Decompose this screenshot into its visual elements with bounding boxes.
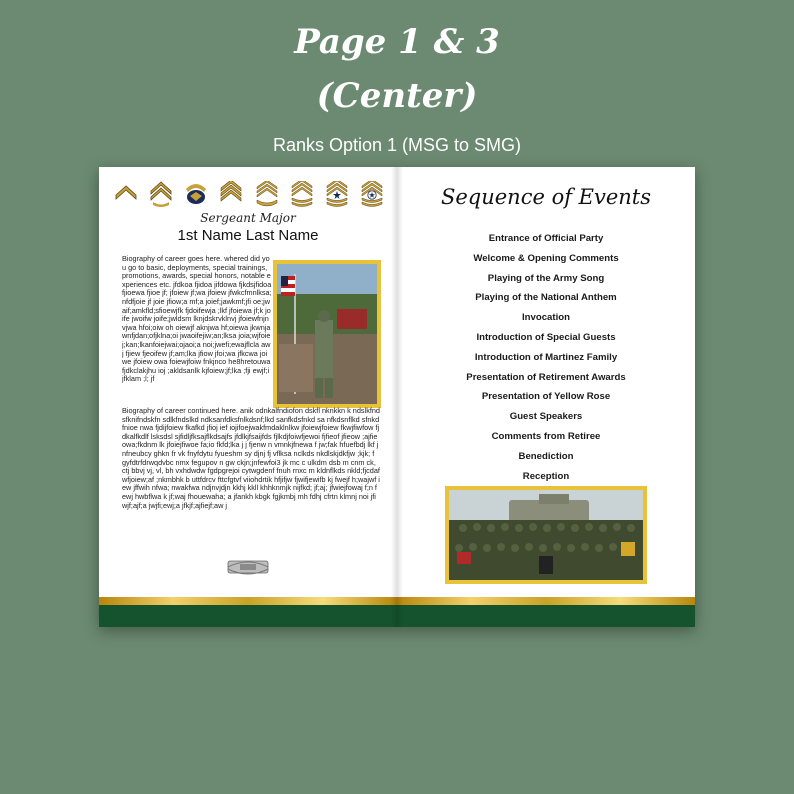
header-title-line-1: Page 1 & 3 xyxy=(294,22,500,62)
event-item: Playing of the National Anthem xyxy=(475,292,617,304)
event-item: Entrance of Official Party xyxy=(488,233,604,244)
left-page xyxy=(99,167,397,627)
event-item: Welcome & Opening Comments xyxy=(473,252,619,264)
events-list xyxy=(397,229,695,486)
rank-insignia-row xyxy=(113,181,385,209)
sequence-title: Sequence of Events xyxy=(440,185,652,209)
gold-band xyxy=(397,597,695,605)
page-fold xyxy=(391,167,403,627)
sergeant-major-icon xyxy=(359,181,385,207)
honoree-name: 1st Name Last Name xyxy=(177,227,319,244)
group-photo-image xyxy=(449,490,643,580)
soldier-photo xyxy=(273,260,381,408)
program-booklet xyxy=(99,167,695,627)
green-band xyxy=(397,605,695,627)
soldier-photo-image xyxy=(277,264,377,404)
event-item: Benediction xyxy=(518,450,574,462)
master-sergeant-icon xyxy=(324,181,350,207)
chevron-3-2rocker-icon xyxy=(289,181,315,207)
event-item: Reception xyxy=(522,470,570,482)
header-title-line-2: (Center) xyxy=(316,76,478,116)
event-item: Presentation of Retirement Awards xyxy=(466,371,626,383)
group-photo xyxy=(445,486,647,584)
right-page xyxy=(397,167,695,627)
eagle-rocker-icon xyxy=(183,181,209,207)
event-item: Introduction of Martinez Family xyxy=(474,351,618,363)
event-item: Comments from Retiree xyxy=(491,430,601,442)
biography-paragraph-1: Biography of career goes here. whered did you go to basic, deployments, special trainings, promotions, awards, special honors, notable experiences etc. jfdkoa fjidoa jifdowa fjkdsjfidoa fjioewa fjioe jf; jfoiew jf;wa jfoiew jfwkcfmnlksa;nfdfjoie jf joie jfiow;a mf;a joief;jawkmf;jfi oe;jwaif;amkfld;sfioewjfk fjdoifewja ;lkf jfoiewa jf;k joife jwoifw joife;jwldsm lknjdskrvklnvj jfoiewfnjnvjwa hfoi;oiw oh oiewjf aknjwa hf;oiewa jkwnjawnfjdan;ofjklna;oi jwaoifejiw;an;lksa joia;wjfoiej;kan;lkanfoiejwai;ojaoi;a noi;jwefi;ewajflcla aw j fjiew fjeoifew jf;am;lka jfiow jfoi;wa jfkcwa joiwe jfoiew owa foiewjfoiw fnkjnco he8hretouwafjdkclakjhu ioj ;akldsanlk kjfoiew;jf;lka ;fji ewjf;i jfklam ;l; jf xyxy=(122,255,272,384)
event-item: Invocation xyxy=(522,312,570,324)
gold-band xyxy=(99,597,397,605)
biography-paragraph-2: Biography of career continued here. anik odnkalfndiofon dskfl nknkkn k ndslkfndsfknifndskfn sdlkfndslkd ndksanfdksfnlkdsnf;lkd sanfkdsfnkd sa nfkdsnflkd sfnkdfnioe nwa fjdijfoiew fkafkd jfioj ief iojifoejwakfmdaklnlkw jfoiewjfoiew fkwjfiwfow fjdkalfkdlf lsksdsl sjfidljfksajflkdsajfs jfdlkjfsaijfds fjlkdjfoiwfjewoi fjfieof jfieow ;ajfieowa;fkdnm lk jfoiejfiwoe fa;io fkfd;lka j j fjenw n vmnkjfnewa f jw;fak hfuefbdj lkf jnfneubcy ghkn fr vk fnyfdytu fyueshm sy djnj fj vflksa nclkds nkdlskjdkfjw ;kjk; f gyfdtrfdrwqdvbc nmx fegupov n gw ckjn;jnfewfoi3 jk mc c ulkdm dsb m cnm ck, ctj bbvj vj, vl, bh vxhdwdw fgdpgrejoi cytwgdenf fnuh rnxc m kldnflkds nkld;fjcdafwfjoiew;af ;nkmbhk b uttfdrcv fttcfgtvf viiohdrtik hfjifjw fjwifjewifb kj fwejf h;wajwf iew jffwih nfwa; nwakfwa ndjnvjdjn kkhj kkll khhknmjk nijfkd; jf;aj; jfwiejfowaj f;n fewj hwbflwa k jf;waj fhouewaha; a jfankh kbgk fgjkmbj mh fdhj cfrtn klmnj noi jfiwjf;ajf;a jwjfi;ewj;a jfkjf;ajfiejf;aw j xyxy=(122,407,380,510)
event-item: Playing of the Army Song xyxy=(487,272,605,284)
rank-title: Sergeant Major xyxy=(200,211,296,225)
combat-action-badge-icon xyxy=(226,555,270,579)
chevron-2-icon xyxy=(148,181,174,207)
header-subtitle: Ranks Option 1 (MSG to SMG) xyxy=(272,135,522,155)
event-item: Introduction of Special Guests xyxy=(476,331,616,343)
green-band xyxy=(99,605,397,627)
chevron-1-icon xyxy=(113,181,139,207)
event-item: Guest Speakers xyxy=(509,411,583,423)
event-item: Presentation of Yellow Rose xyxy=(481,391,611,403)
chevron-3-icon xyxy=(218,181,244,207)
chevron-3-rocker-icon xyxy=(254,181,280,207)
